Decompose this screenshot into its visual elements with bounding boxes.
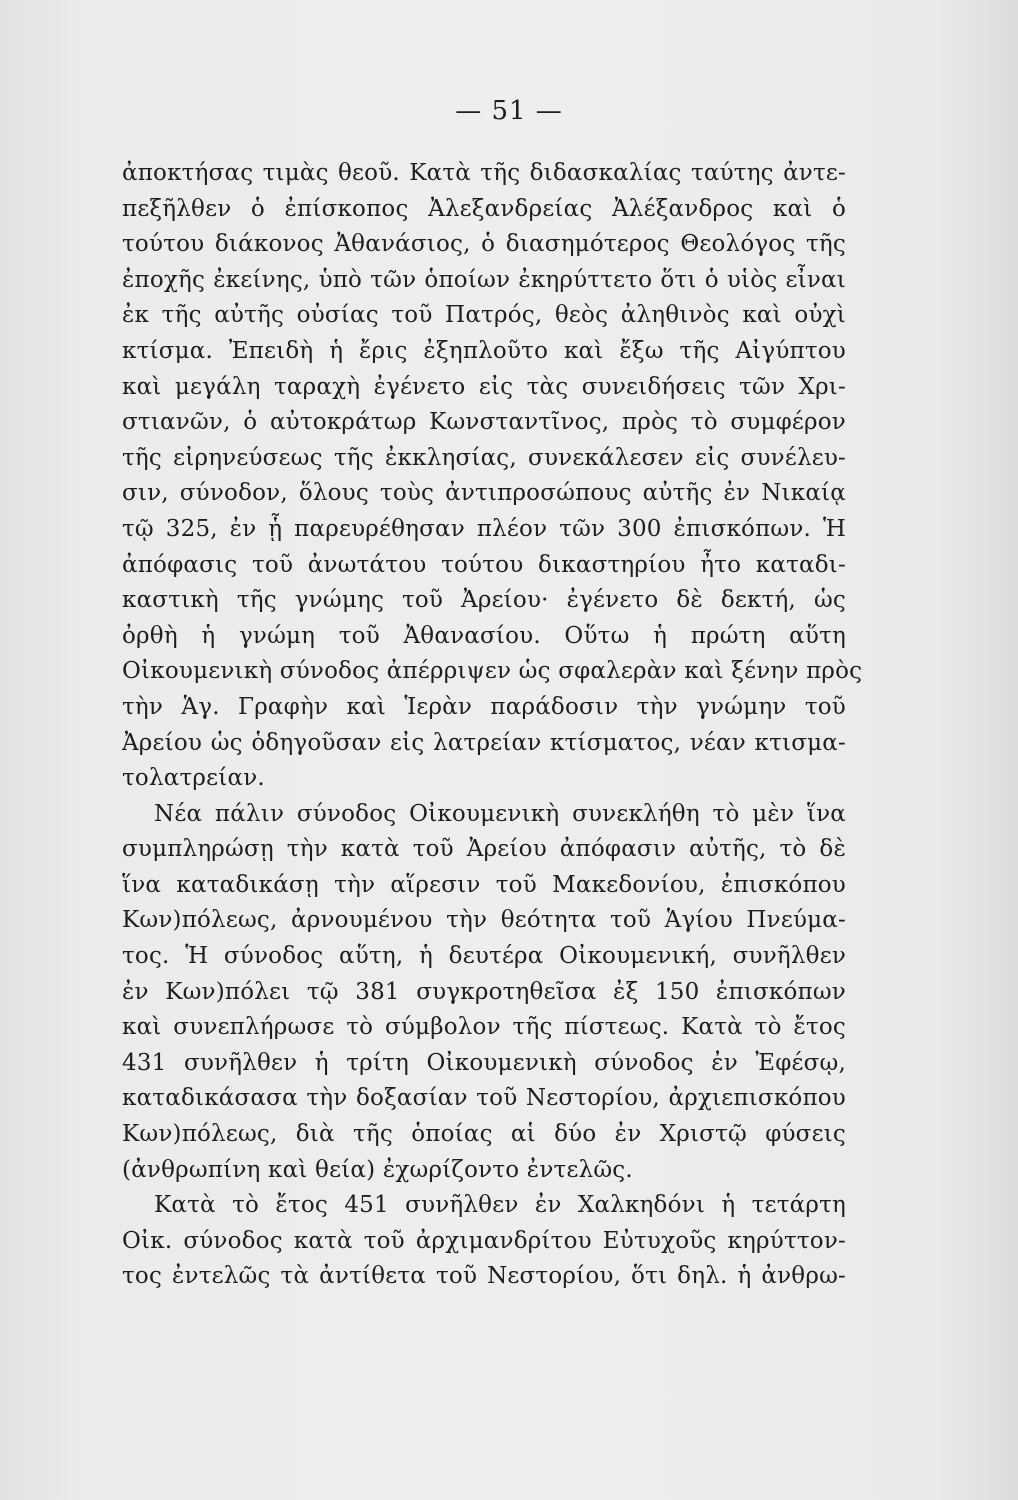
text-line: ἐν Κων)πόλει τῷ 381 συγκροτηθεῖσα ἐξ 150 ἐπισκόπων [122,978,846,1005]
text-line: τούτου διάκονος Ἀθανάσιος, ὁ διασημότερος Θεολόγος τῆς [122,231,846,258]
text-line: καστικὴ τῆς γνώμης τοῦ Ἀρείου· ἐγένετο δὲ δεκτή, ὡς [122,587,846,614]
text-line: πεξῆλθεν ὁ ἐπίσκοπος Ἀλεξανδρείας Ἀλέξανδρος καὶ ὁ [122,195,846,222]
page-number: — 51 — [455,96,563,126]
text-line: ἐποχῆς ἐκείνης, ὑπὸ τῶν ὁποίων ἐκηρύττετο ὅτι ὁ υἱὸς εἶναι [122,266,846,293]
text-line: τῷ 325, ἐν ᾗ παρευρέθησαν πλέον τῶν 300 ἐπισκόπων. Ἡ [122,515,846,542]
text-line: τῆς εἰρηνεύσεως τῆς ἐκκλησίας, συνεκάλεσεν εἰς συνέλευ- [122,444,846,471]
text-line: καταδικάσασα τὴν δοξασίαν τοῦ Νεστορίου, ἀρχιεπισκόπου [122,1085,846,1112]
text-line: Οἰκ. σύνοδος κατὰ τοῦ ἀρχιμανδρίτου Εὐτυχοῦς κηρύττον- [122,1227,846,1254]
text-line: ὀρθὴ ἡ γνώμη τοῦ Ἀθανασίου. Οὕτω ἡ πρώτη αὕτη [122,622,846,649]
text-line: κτίσμα. Ἐπειδὴ ἡ ἔρις ἐξηπλοῦτο καὶ ἔξω τῆς Αἰγύπτου [122,337,846,364]
text-line: 431 συνῆλθεν ἡ τρίτη Οἰκουμενικὴ σύνοδος ἐν Ἐφέσῳ, [122,1049,846,1076]
text-line: τὴν Ἁγ. Γραφὴν καὶ Ἱερὰν παράδοσιν τὴν γνώμην τοῦ [122,693,846,720]
text-line: Κων)πόλεως, διὰ τῆς ὁποίας αἱ δύο ἐν Χριστῷ φύσεις [122,1121,846,1148]
text-line: ἀποκτήσας τιμὰς θεοῦ. Κατὰ τῆς διδασκαλίας ταύτης ἀντε- [122,160,846,186]
text-line: Οἰκουμενικὴ σύνοδος ἀπέρριψεν ὡς σφαλερὰν καὶ ξένην πρὸς [122,658,863,685]
text-line: καὶ μεγάλη ταραχὴ ἐγένετο εἰς τὰς συνειδήσεις τῶν Χρι- [122,373,846,400]
text-line: συμπληρώσῃ τὴν κατὰ τοῦ Ἀρείου ἀπόφασιν αὐτῆς, τὸ δὲ [122,836,846,863]
text-line: τολατρείαν. [122,765,265,792]
body-text [122,156,863,1295]
text-line: ἵνα καταδικάσῃ τὴν αἵρεσιν τοῦ Μακεδονίου, ἐπισκόπου [122,871,846,898]
text-line: στιανῶν, ὁ αὐτοκράτωρ Κωνσταντῖνος, πρὸς τὸ συμφέρον [122,409,846,436]
text-line: τος. Ἡ σύνοδος αὕτη, ἡ δευτέρα Οἰκουμενική, συνῆλθεν [122,943,846,970]
text-line: ἐκ τῆς αὐτῆς οὐσίας τοῦ Πατρός, θεὸς ἀληθινὸς καὶ οὐχὶ [122,302,846,329]
text-line: (ἀνθρωπίνη καὶ θεία) ἐχωρίζοντο ἐντελῶς. [122,1156,633,1183]
text-line: τος ἐντελῶς τὰ ἀντίθετα τοῦ Νεστορίου, ὅτι δηλ. ἡ ἀνθρω- [122,1263,846,1290]
text-line: Ἀρείου ὡς ὁδηγοῦσαν εἰς λατρείαν κτίσματος, νέαν κτισμα- [122,729,846,756]
paragraph-start-line: Νέα πάλιν σύνοδος Οἰκουμενικὴ συνεκλήθη τὸ μὲν ἵνα [154,800,846,827]
text-line: Κων)πόλεως, ἀρνουμένου τὴν θεότητα τοῦ Ἁγίου Πνεύμα- [122,907,846,934]
paragraph-start-line: Κατὰ τὸ ἔτος 451 συνῆλθεν ἐν Χαλκηδόνι ἡ τετάρτη [154,1192,846,1219]
text-line: ἀπόφασις τοῦ ἀνωτάτου τούτου δικαστηρίου ἦτο καταδι- [122,551,846,578]
text-line: σιν, σύνοδον, ὅλους τοὺς ἀντιπροσώπους αὐτῆς ἐν Νικαίᾳ [122,480,846,507]
text-line: καὶ συνεπλήρωσε τὸ σύμβολον τῆς πίστεως. Κατὰ τὸ ἔτος [122,1014,846,1041]
